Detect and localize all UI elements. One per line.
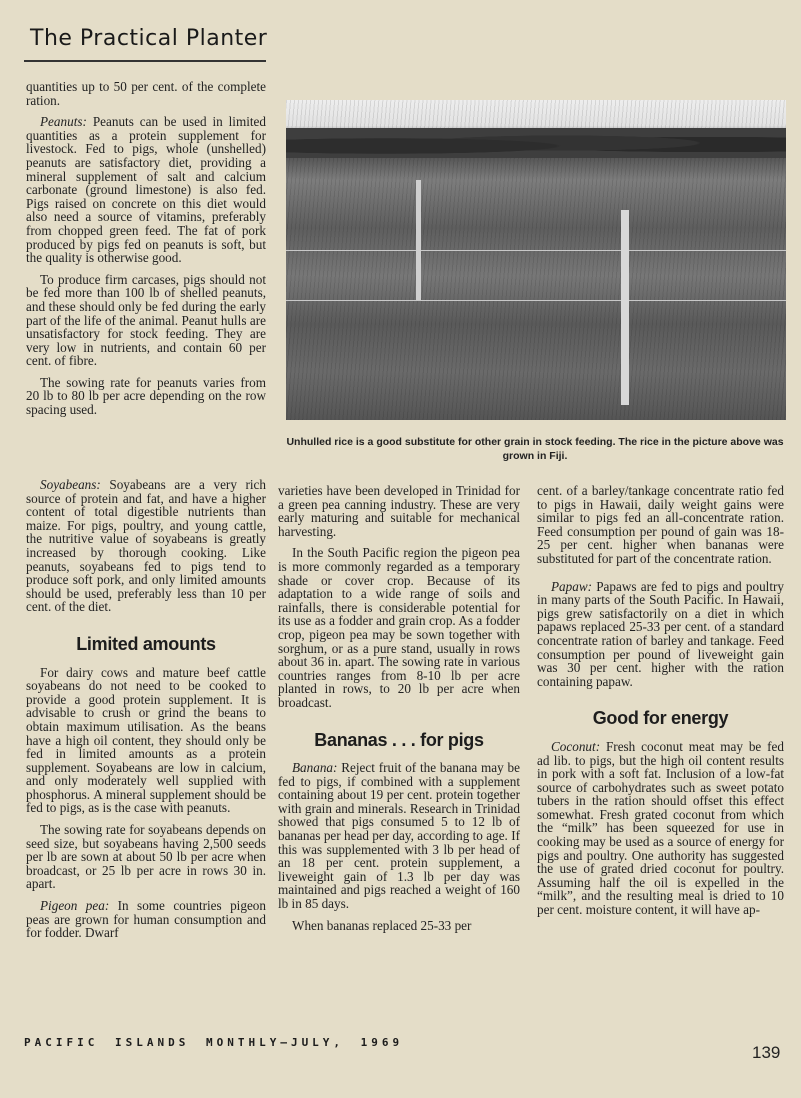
lead-peanuts: Peanuts: <box>40 114 87 130</box>
paragraph: The sowing rate for peanuts varies from 20 lb to 80 lb per acre depending on the row spacing used. <box>26 374 266 418</box>
paragraph: For dairy cows and mature beef cattle soyabeans do not need to be cooked to provide a good protein supplement. It is advisable to crush or grind the beans to obtain maximum utilisation. As the beans have a high oil content, they should only be fed in limited amounts as a protein supplement. Soyabeans are low in calcium, and only moderately well supplied with phosphorus. A mineral supplement should be fed to pigs, as is the case with peanuts. <box>26 664 266 816</box>
paragraph-text: Fresh coconut meat may be fed ad lib. to pigs, but the high oil content results in pork with a soft fat. Inclusion of a low-fat source of carbohydrates such as sweet potato tubers in the ration should offset this effect somewhat. Fresh grated coconut from which the “milk” has been squeezed for use in cooking may be used as a source of energy for pigs and poultry. One authority has suggested the use of grated dried coconut for poultry. Assuming half the oil is expelled in the “milk”, and the resulting meal is dried to 10 per cent. moisture content, it will have ap- <box>537 738 784 918</box>
photo-caption: Unhulled rice is a good substitute for other grain in stock feeding. The rice in the picture above was grown in Fiji. <box>286 436 784 462</box>
paragraph-papaw <box>537 580 784 689</box>
column-2 <box>278 484 520 940</box>
paragraph-soyabeans <box>26 478 266 614</box>
section-heading: Good for energy <box>592 708 729 729</box>
paragraph: When bananas replaced 25-33 per <box>292 917 472 933</box>
paragraph-text: Reject fruit of the banana may be fed to pigs, if combined with a supplement containing about 19 per cent. protein together with grain and minerals. Research in Trinidad showed that pigs consumed 5 to 12 lb of bananas per head per day, according to age. If this was supplemented with 3 lb per head of an 18 per cent. protein supplement, a liveweight gain of 1.3 lb per day was maintained and pigs reached a weight of 160 lb in 85 days. <box>278 760 520 912</box>
footer-masthead: PACIFIC ISLANDS MONTHLY—JULY, 1969 <box>24 1036 404 1049</box>
paragraph-text: Papaws are fed to pigs and poultry in many parts of the South Pacific. In Hawaii, pigs grew satisfactorily on a diet in which papaws replaced 25-33 per cent. of a standard concentrate ration of barley and tankage. Feed consumption per pound of liveweight gain was 30 per cent. higher with the ration containing papaw. <box>537 578 784 689</box>
photo-treeline <box>286 128 786 158</box>
section-heading: Limited amounts <box>76 633 216 654</box>
paragraph-peanuts <box>26 115 266 265</box>
photo-fence-wire <box>286 250 786 251</box>
lead-papaw: Papaw: <box>551 578 593 594</box>
lead-banana: Banana: <box>292 760 338 776</box>
header-rule <box>24 60 266 62</box>
lead-pigeon-pea: Pigeon pea: <box>40 898 110 914</box>
paragraph-text: Peanuts can be used in limited quantities as a protein supplement for livestock. Fed to pigs, whole (unshelled) peanuts are satisfactory diet, providing a mineral supplement of salt and calcium carbonate (ground limestone) is also fed. Pigs raised on concrete on this diet would also need a source of vitamins, preferably from chopped green feed. The fat of pork produced by pigs fed on peanuts is soft, but the quality is otherwise good. <box>26 114 266 266</box>
lead-coconut: Coconut: <box>551 738 601 754</box>
paragraph-banana <box>278 761 520 911</box>
page-number: 139 <box>752 1043 781 1062</box>
photo-fence-post <box>621 210 629 405</box>
paragraph: To produce firm carcases, pigs should not be fed more than 100 lb of shelled peanuts, and these should only be fed during the early part of the life of the animal. Peanut hulls are unsatisfactory for stock feeding. They are very low in nutrients, and contain 60 per cent. of fibre. <box>26 271 266 369</box>
paragraph: The sowing rate for soyabeans depends on seed size, but soyabeans having 2,500 seeds per lb are sown at about 50 lb per acre when broadcast, or 25 lb per acre in rows 30 in. apart. <box>26 822 266 892</box>
section-heading: Bananas . . . for pigs <box>314 729 484 750</box>
paragraph: In the South Pacific region the pigeon pea is more commonly regarded as a temporary shade or cover crop. Because of its adaptation to a wide range of soils and rainfalls, there is considerable potential for its use as a fodder and grain crop. As a fodder crop, pigeon pea may be sown together with sorghum, or as a pure stand, usually in rows about 36 in. apart. The sowing rate in various countries ranges from 8-10 lb per acre planted in rows, to 20 lb per acre when broadcast. <box>278 545 520 710</box>
paragraph-coconut <box>537 740 784 917</box>
paragraph-text: Soyabeans are a very rich source of protein and fat, and have a higher content of total digestible nutrients than maize. For pigs, poultry, and young cattle, the nutritive value of soyabeans is greatly increased by thorough cooking. Like peanuts, soyabeans fed to pigs tend to produce soft pork, and only limited amounts should be used, preferably less than 10 per cent. of the diet. <box>26 477 266 615</box>
lead-soyabeans: Soyabeans: <box>40 477 101 492</box>
rice-field-photo <box>286 100 786 420</box>
paragraph: varieties have been developed in Trinidad for a green pea canning industry. These are very early maturing and suitable for mechanical harvesting. <box>278 483 520 539</box>
paragraph: quantities up to 50 per cent. of the complete ration. <box>26 79 266 108</box>
photo-fence-post <box>416 180 421 300</box>
page-header-title: The Practical Planter <box>30 26 268 51</box>
paragraph: cent. of a barley/tankage concentrate ratio fed to pigs in Hawaii, daily weight gains were similar to pigs fed an all-concentrate ration. Feed consumption per pound of gain was 18-25 per cent. higher when bananas were substituted for part of the concentrate ration. <box>537 483 784 566</box>
paragraph-pigeon-pea <box>26 899 266 940</box>
column-1-top <box>26 80 266 425</box>
paragraph-text: In some countries pigeon peas are grown for human consumption and for fodder. Dwarf <box>26 898 266 941</box>
photo-fence-wire <box>286 300 786 301</box>
column-3 <box>537 484 784 925</box>
column-1-bottom <box>26 478 266 948</box>
